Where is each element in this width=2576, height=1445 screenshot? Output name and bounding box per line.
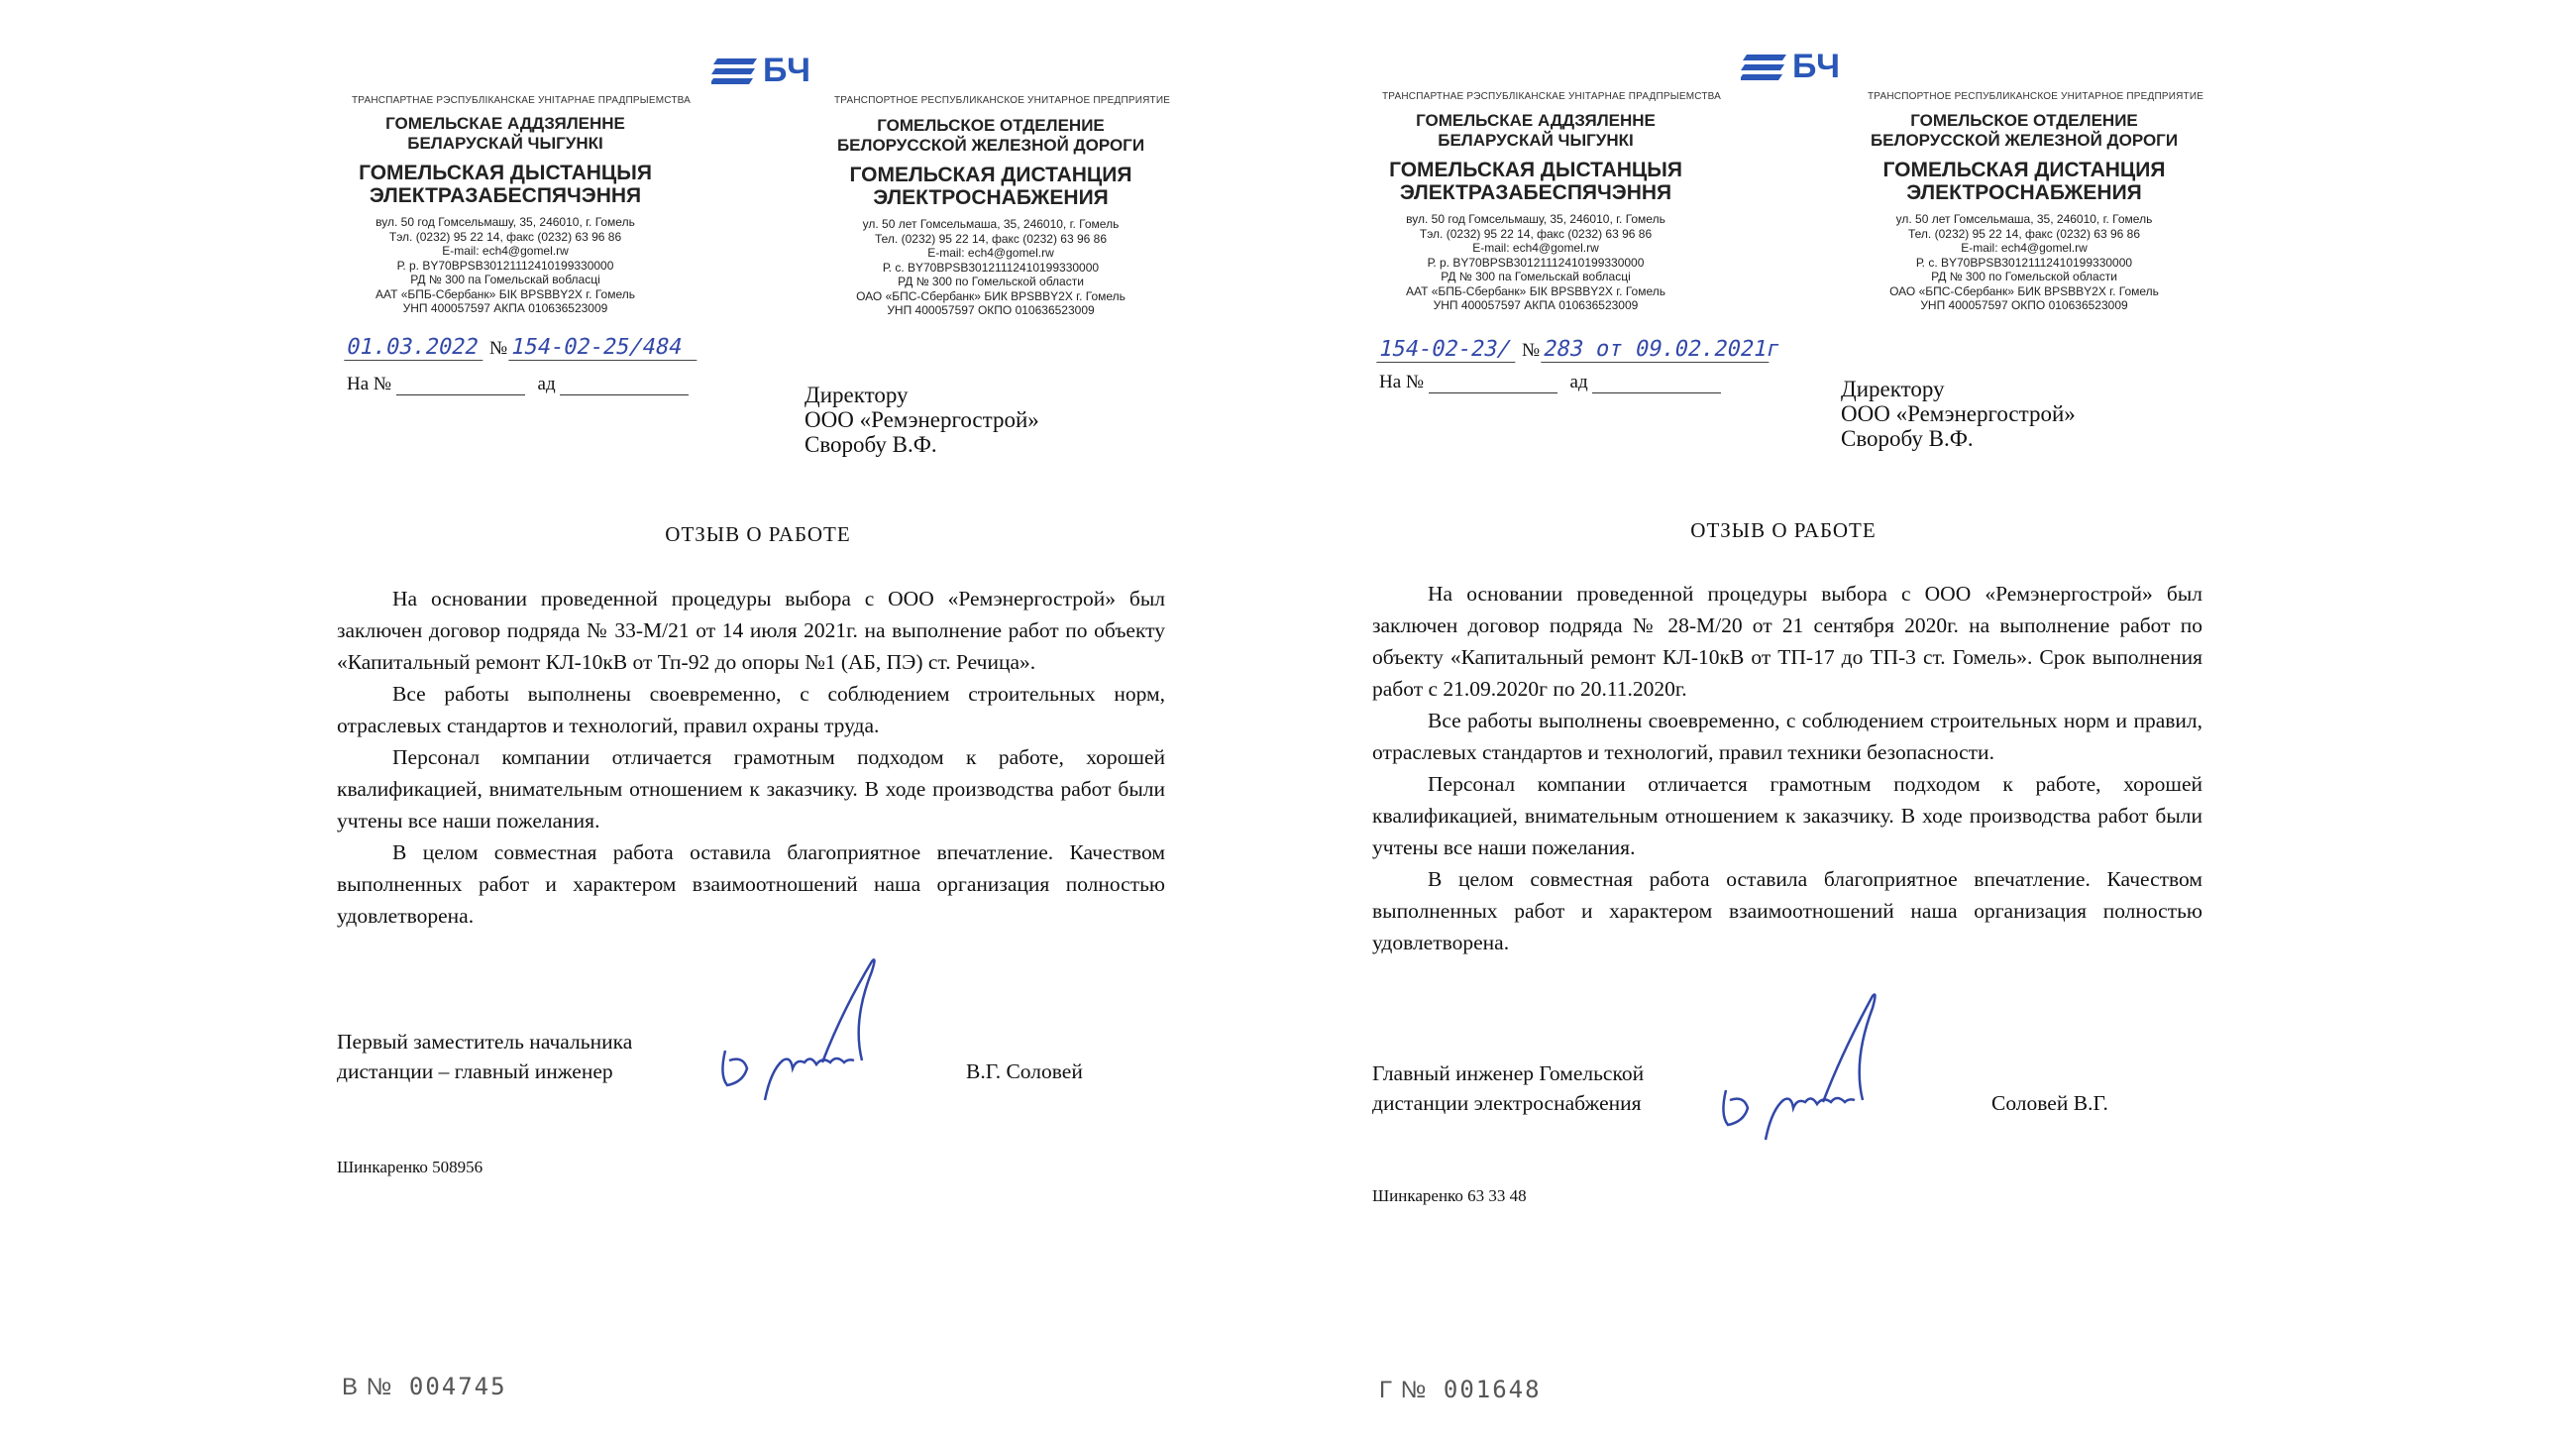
by-org-line-2: БЕЛАРУСКАЙ ЧЫГУНКІ xyxy=(1438,131,1634,150)
bch-logo xyxy=(1741,48,1841,86)
na-number-label: На № xyxy=(1379,372,1425,392)
ru-header-block xyxy=(1846,111,2202,313)
ru-address-line: Р. с. BY70BPSB30121112410199330000 xyxy=(1915,255,2133,270)
ru-address-line: ОАО «БПС-Сбербанк» БИК BPSBBY2X г. Гомель xyxy=(856,288,1126,303)
recipient-line: ООО «Ремэнергострой» xyxy=(805,407,1039,432)
signer-title-line: дистанции – главный инженер xyxy=(337,1059,613,1083)
ru-address-line: Тел. (0232) 95 22 14, факс (0232) 63 96 86 xyxy=(875,231,1107,246)
by-address-line: E-mail: ech4@gomel.rw xyxy=(442,244,569,258)
body-paragraph: В целом совместная работа оставила благоприятное впечатление. Качеством выполненных работ и характером взаимоотношений наша организация полностью удовлетворена. xyxy=(1372,867,2202,954)
body-paragraph: На основании проведенной процедуры выбора с ООО «Ремэнергострой» был заключен договор подряда № 28-М/20 от 21 сентября 2020г. на выполнение работ по объекту «Капитальный ремонт КЛ-10кВ от ТП-17 до ТП-3 ст. Гомель». Срок выполнения работ с 21.09.2020г по 20.11.2020г. xyxy=(1372,582,2202,701)
ru-org-line-3: ГОМЕЛЬСКАЯ ДИСТАНЦИЯ xyxy=(1882,159,2166,181)
bch-logo-icon xyxy=(1741,49,1788,86)
recipient-line: Директору xyxy=(805,383,909,407)
ru-address-block xyxy=(1846,212,2202,313)
body-paragraph: Все работы выполнены своевременно, с соблюдением строительных норм и правил, отраслевых стандартов и технологий, правил техники безопасности. xyxy=(1372,709,2202,764)
ru-org-line-4: ЭЛЕКТРОСНАБЖЕНИЯ xyxy=(1906,181,2142,204)
ad-label: ад xyxy=(537,374,556,394)
by-address-line: вул. 50 год Гомсельмашу, 35, 246010, г. Гомель xyxy=(376,215,635,229)
ad-date-blank xyxy=(560,377,689,395)
recipient-block xyxy=(1841,377,2076,451)
ru-org-line-1: ГОМЕЛЬСКОЕ ОТДЕЛЕНИЕ xyxy=(1910,111,2138,130)
reg-date-handwritten: 01.03.2022 xyxy=(344,335,488,361)
na-number-label: На № xyxy=(347,374,392,394)
form-serial-number xyxy=(342,1373,507,1401)
letter-title: ОТЗЫВ О РАБОТЕ xyxy=(665,522,851,546)
by-org-line-1: ГОМЕЛЬСКАЕ АДДЗЯЛЕННЕ xyxy=(1416,111,1656,130)
outgoing-registration xyxy=(1376,337,1795,363)
letter-right xyxy=(1288,0,2576,1445)
recipient-line: Своробу В.Ф. xyxy=(1841,426,1974,451)
ru-address-line: Р. с. BY70BPSB30121112410199330000 xyxy=(882,260,1100,275)
reg-number-handwritten: 154-02-25/484 xyxy=(508,335,702,361)
letter-title: ОТЗЫВ О РАБОТЕ xyxy=(1690,518,1877,542)
letter-body xyxy=(1372,578,2202,958)
incoming-reference xyxy=(347,374,689,395)
body-paragraph: Персонал компании отличается грамотным подходом к работе, хорошей квалификацией, внимательным отношением к заказчику. В ходе производства работ были учтены все наши пожелания. xyxy=(1372,772,2202,859)
recipient-line: Своробу В.Ф. xyxy=(805,432,937,457)
ru-address-line: УНП 400057597 ОКПО 010636523009 xyxy=(1920,298,2128,312)
recipient-line: ООО «Ремэнергострой» xyxy=(1841,401,2076,426)
ru-org-line-1: ГОМЕЛЬСКОЕ ОТДЕЛЕНИЕ xyxy=(877,116,1105,135)
signer-name: Соловей В.Г. xyxy=(1991,1091,2108,1115)
ru-address-line: УНП 400057597 ОКПО 010636523009 xyxy=(887,303,1095,317)
ru-address-line: ОАО «БПС-Сбербанк» БИК BPSBBY2X г. Гомель xyxy=(1889,283,2159,298)
by-enterprise-label: ТРАНСПАРТНАЕ РЭСПУБЛІКАНСКАЕ УНІТАРНАЕ ПРАДПРЫЕМСТВА xyxy=(352,95,692,106)
by-org-line-3: ГОМЕЛЬСКАЯ ДЫСТАНЦЫЯ xyxy=(1389,159,1682,181)
by-org-line-4: ЭЛЕКТРАЗАБЕСПЯЧЭННЯ xyxy=(369,184,642,207)
ru-org-line-4: ЭЛЕКТРОСНАБЖЕНИЯ xyxy=(873,186,1109,209)
serial-prefix: В № xyxy=(342,1374,393,1400)
serial-digits: 004745 xyxy=(408,1373,507,1400)
signer-title-line: Главный инженер Гомельской xyxy=(1372,1061,1645,1085)
by-address-line: УНП 400057597 АКПА 010636523009 xyxy=(402,301,608,315)
recipient-line: Директору xyxy=(1841,377,1945,401)
serial-prefix: Г № xyxy=(1379,1377,1428,1403)
ru-org-line-2: БЕЛОРУССКОЙ ЖЕЛЕЗНОЙ ДОРОГИ xyxy=(1870,131,2179,150)
ru-address-line: РД № 300 по Гомельской области xyxy=(1931,270,2117,283)
ru-address-line: ул. 50 лет Гомсельмаша, 35, 246010, г. Гомель xyxy=(1895,212,2153,226)
by-address-block xyxy=(1357,212,1714,313)
by-org-line-4: ЭЛЕКТРАЗАБЕСПЯЧЭННЯ xyxy=(1399,181,1672,204)
ru-address-line: ул. 50 лет Гомсельмаша, 35, 246010, г. Гомель xyxy=(862,217,1120,231)
ru-enterprise-label: ТРАНСПОРТНОЕ РЕСПУБЛИКАНСКОЕ УНИТАРНОЕ ПРЕДПРИЯТИЕ xyxy=(1868,91,2204,102)
handwritten-signature xyxy=(1714,986,1932,1145)
executor-contact: Шинкаренко 508956 xyxy=(337,1158,483,1176)
by-address-line: вул. 50 год Гомсельмашу, 35, 246010, г. Гомель xyxy=(1406,212,1665,226)
by-org-line-3: ГОМЕЛЬСКАЯ ДЫСТАНЦЫЯ xyxy=(359,162,652,184)
by-address-line: Тэл. (0232) 95 22 14, факс (0232) 63 96 86 xyxy=(388,229,622,244)
by-address-line: ААТ «БПБ-Сбербанк» БІК BPSBBY2X г. Гомель xyxy=(376,286,635,301)
na-number-blank xyxy=(396,377,525,395)
body-paragraph: В целом совместная работа оставила благоприятное впечатление. Качеством выполненных работ и характером взаимоотношений наша организация полностью удовлетворена. xyxy=(337,840,1165,928)
body-paragraph: На основании проведенной процедуры выбора с ООО «Ремэнергострой» был заключен договор подряда № 33-М/21 от 14 июля 2021г. на выполнение работ по объекту «Капитальный ремонт КЛ-10кВ от Тп-92 до опоры №1 (АБ, ПЭ) ст. Речица». xyxy=(337,587,1165,674)
ad-label: ад xyxy=(1569,372,1588,392)
body-paragraph: Персонал компании отличается грамотным подходом к работе, хорошей квалификацией, внимательным отношением к заказчику. В ходе производства работ были учтены все наши пожелания. xyxy=(337,745,1165,833)
signer-title xyxy=(337,1027,632,1086)
by-address-line: E-mail: ech4@gomel.rw xyxy=(1472,241,1599,255)
by-address-line: Тэл. (0232) 95 22 14, факс (0232) 63 96 86 xyxy=(1419,226,1653,241)
by-org-line-1: ГОМЕЛЬСКАЕ АДДЗЯЛЕННЕ xyxy=(385,114,625,133)
signer-title-line: Первый заместитель начальника xyxy=(337,1030,633,1054)
by-header-block xyxy=(327,114,684,316)
outgoing-registration xyxy=(344,335,723,361)
ru-address-line: РД № 300 по Гомельской области xyxy=(898,275,1084,288)
ru-address-line: E-mail: ech4@gomel.rw xyxy=(1961,241,2088,255)
by-header-block xyxy=(1357,111,1714,313)
executor-contact: Шинкаренко 63 33 48 xyxy=(1372,1186,1527,1205)
ru-address-line: Тел. (0232) 95 22 14, факс (0232) 63 96 86 xyxy=(1908,226,2140,241)
by-org-line-2: БЕЛАРУСКАЙ ЧЫГУНКІ xyxy=(407,134,603,153)
bch-logo-icon xyxy=(711,53,759,90)
form-serial-number xyxy=(1379,1376,1542,1404)
reg-number-label: № xyxy=(489,338,508,359)
logo-text: БЧ xyxy=(1792,48,1842,85)
ru-address-line: E-mail: ech4@gomel.rw xyxy=(927,246,1054,260)
reg-number-label: № xyxy=(1522,340,1541,361)
by-enterprise-label: ТРАНСПАРТНАЕ РЭСПУБЛІКАНСКАЕ УНІТАРНАЕ ПРАДПРЫЕМСТВА xyxy=(1382,91,1722,102)
reg-date-handwritten: 154-02-23/ xyxy=(1376,337,1521,363)
by-address-block xyxy=(327,215,684,316)
handwritten-signature xyxy=(713,951,931,1110)
by-address-line: УНП 400057597 АКПА 010636523009 xyxy=(1433,298,1639,312)
bch-logo xyxy=(711,52,811,90)
signer-name: В.Г. Соловей xyxy=(966,1059,1083,1083)
by-address-line: Р. р. BY70BPSB30121112410199330000 xyxy=(1427,255,1645,270)
ru-org-line-3: ГОМЕЛЬСКАЯ ДИСТАНЦИЯ xyxy=(849,164,1132,186)
body-paragraph: Все работы выполнены своевременно, с соблюдением строительных норм, отраслевых стандартов и технологий, правил охраны труда. xyxy=(337,682,1165,737)
ad-date-blank xyxy=(1592,375,1721,393)
incoming-reference xyxy=(1379,372,1721,393)
recipient-block xyxy=(805,383,1039,457)
logo-text: БЧ xyxy=(763,52,812,89)
by-address-line: ААТ «БПБ-Сбербанк» БІК BPSBBY2X г. Гомель xyxy=(1406,283,1665,298)
ru-enterprise-label: ТРАНСПОРТНОЕ РЕСПУБЛИКАНСКОЕ УНИТАРНОЕ ПРЕДПРИЯТИЕ xyxy=(834,95,1171,106)
serial-digits: 001648 xyxy=(1443,1376,1542,1403)
ru-header-block xyxy=(812,116,1169,318)
ru-org-line-2: БЕЛОРУССКОЙ ЖЕЛЕЗНОЙ ДОРОГИ xyxy=(836,136,1145,155)
by-address-line: РД № 300 па Гомельскай вобласці xyxy=(410,273,600,286)
signer-title xyxy=(1372,1058,1644,1118)
letter-body xyxy=(337,583,1165,932)
by-address-line: Р. р. BY70BPSB30121112410199330000 xyxy=(396,258,614,273)
reg-number-handwritten: 283 от 09.02.2021г xyxy=(1541,337,1783,362)
na-number-blank xyxy=(1429,375,1557,393)
signer-title-line: дистанции электроснабжения xyxy=(1372,1091,1642,1115)
ru-address-block xyxy=(812,217,1169,318)
by-address-line: РД № 300 па Гомельскай вобласці xyxy=(1441,270,1631,283)
